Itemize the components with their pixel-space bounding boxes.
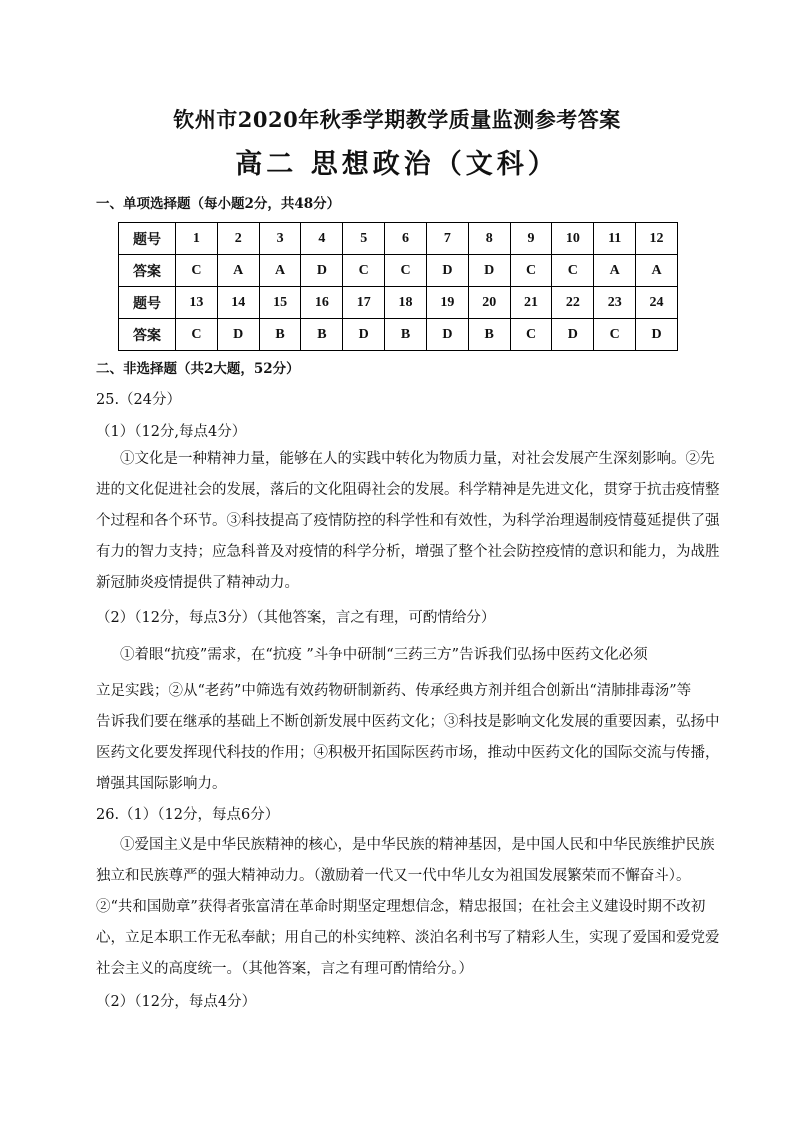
answer-table-row (119, 255, 678, 287)
answer-table-row (119, 319, 678, 351)
answer-table-cell: 17 (343, 287, 385, 319)
answer-table-cell: 18 (385, 287, 427, 319)
q26-part2-heading: （2）（12分，每点4分） (96, 994, 257, 1010)
answer-table-row-label: 题号 (119, 223, 176, 255)
answer-table-cell: D (217, 319, 259, 351)
section-multiple-choice-heading: 一、单项选择题（每小题2分，共48分） (96, 196, 341, 212)
answer-table-cell: B (301, 319, 343, 351)
answer-table-cell: 14 (217, 287, 259, 319)
answer-table-cell: 16 (301, 287, 343, 319)
document-title: 钦州市2020年秋季学期教学质量监测参考答案 (173, 107, 621, 132)
q26-part1-answer (96, 830, 720, 985)
answer-table-cell: D (636, 319, 678, 351)
answer-table-cell: 5 (343, 223, 385, 255)
answer-table-cell: C (552, 255, 594, 287)
answer-table-cell: 7 (426, 223, 468, 255)
answer-table-cell: 4 (301, 223, 343, 255)
q26-heading: 26.（1）（12分，每点6分） (96, 807, 280, 823)
answer-table-cell: D (426, 319, 468, 351)
answer-table-cell: 2 (217, 223, 259, 255)
answer-table-cell: 11 (594, 223, 636, 255)
answer-table-cell: 10 (552, 223, 594, 255)
answer-table-cell: A (259, 255, 301, 287)
answer-table-cell: 9 (510, 223, 552, 255)
answer-table-cell: D (343, 319, 385, 351)
text-line: 新冠肺炎疫情提供了精神动力。 (96, 575, 299, 591)
text-line: 社会主义的高度统一。（其他答案，言之有理可酌情给分。） (96, 961, 473, 977)
answer-table-cell: 24 (636, 287, 678, 319)
answer-table-cell: D (468, 255, 510, 287)
answer-table-cell: B (468, 319, 510, 351)
answer-table-cell: C (594, 319, 636, 351)
answer-table-cell: 12 (636, 223, 678, 255)
text-line: 医药文化要发挥现代科技的作用；④积极开拓国际医药市场，推动中医药文化的国际交流与传播， (96, 745, 720, 761)
answer-table-cell: 23 (594, 287, 636, 319)
text-line: ①文化是一种精神力量，能够在人的实践中转化为物质力量，对社会发展产生深刻影响。②先 (120, 451, 715, 467)
text-line: ②“共和国勋章”获得者张富清在革命时期坚定理想信念，精忠报国；在社会主义建设时期不改初 (96, 899, 706, 915)
answer-table-cell: C (176, 319, 218, 351)
answer-table-row-label: 答案 (119, 255, 176, 287)
text-line: 立足实践；②从“老药”中筛选有效药物研制新药、传承经典方剂并组合创新出“清肺排毒汤”等 (96, 683, 692, 699)
answer-table-cell: A (636, 255, 678, 287)
answer-table-cell: C (510, 319, 552, 351)
answer-table-cell: B (385, 319, 427, 351)
text-line: 心，立足本职工作无私奉献；用自己的朴实纯粹、淡泊名利书写了精彩人生，实现了爱国和爱党爱 (96, 930, 720, 946)
text-line: 告诉我们要在继承的基础上不断创新发展中医药文化；③科技是影响文化发展的重要因素，弘扬中 (96, 714, 720, 730)
answer-table-cell: 15 (259, 287, 301, 319)
answer-table-row (119, 287, 678, 319)
q25-part1-answer (96, 444, 720, 599)
answer-table-cell: 20 (468, 287, 510, 319)
answer-table-cell: 13 (176, 287, 218, 319)
answer-table-cell: 6 (385, 223, 427, 255)
q25-part1-heading: （1）（12分,每点4分） (96, 424, 247, 440)
answer-table-cell: B (259, 319, 301, 351)
text-line: 进的文化促进社会的发展，落后的文化阻碍社会的发展。科学精神是先进文化，贯穿于抗击疫情整 (96, 482, 720, 498)
answer-table-cell: D (552, 319, 594, 351)
answer-table-cell: 19 (426, 287, 468, 319)
q25-part2-answer (96, 676, 720, 800)
answer-table-cell: C (343, 255, 385, 287)
answer-table-cell: D (426, 255, 468, 287)
q25-part2-heading: （2）（12分，每点3分）（其他答案，言之有理，可酌情给分） (96, 610, 496, 626)
q25-heading: 25.（24分） (96, 392, 182, 408)
answer-table-cell: A (594, 255, 636, 287)
answer-table-row-label: 题号 (119, 287, 176, 319)
answer-table-cell: 22 (552, 287, 594, 319)
answer-table-row (119, 223, 678, 255)
answer-table-cell: A (217, 255, 259, 287)
document-subtitle: 高二 思想政治（文科） (235, 149, 559, 180)
section-non-choice-heading: 二、非选择题（共2大题，52分） (96, 361, 300, 377)
text-line: 独立和民族尊严的强大精神动力。（激励着一代又一代中华儿女为祖国发展繁荣而不懈奋斗）。 (96, 868, 691, 884)
text-line: 个过程和各个环节。③科技提高了疫情防控的科学性和有效性，为科学治理遏制疫情蔓延提供了强 (96, 513, 720, 529)
answer-table-cell: D (301, 255, 343, 287)
answer-table-cell: C (176, 255, 218, 287)
answer-table-cell: C (385, 255, 427, 287)
text-line: 增强其国际影响力。 (96, 776, 227, 792)
answer-table-cell: 3 (259, 223, 301, 255)
answer-table-cell: C (510, 255, 552, 287)
answer-table (118, 222, 678, 351)
q25-part2-first-line: ①着眼“抗疫”需求，在“抗疫 ”斗争中研制“三药三方”告诉我们弘扬中医药文化必须 (120, 647, 648, 663)
answer-table-cell: 21 (510, 287, 552, 319)
answer-table-cell: 1 (176, 223, 218, 255)
text-line: 有力的智力支持；应急科普及对疫情的科学分析，增强了整个社会防控疫情的意识和能力，为战胜 (96, 544, 720, 560)
answer-table-row-label: 答案 (119, 319, 176, 351)
text-line: ①爱国主义是中华民族精神的核心，是中华民族的精神基因，是中国人民和中华民族维护民族 (120, 837, 715, 853)
answer-table-cell: 8 (468, 223, 510, 255)
